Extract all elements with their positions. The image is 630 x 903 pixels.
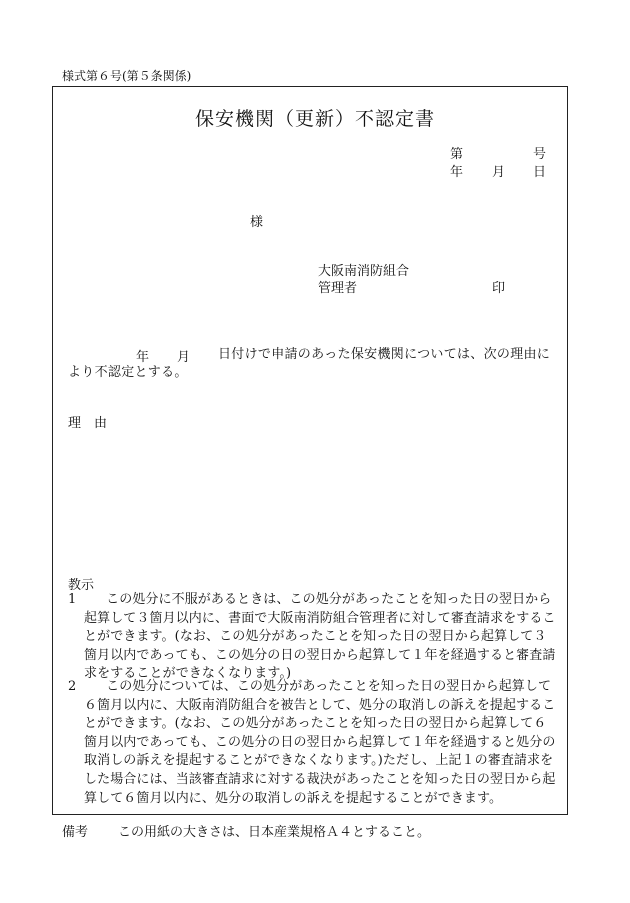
note-item-2 (68, 678, 556, 808)
addressee-suffix: 様 (250, 215, 264, 230)
note-text: この処分に不服があるときは、この処分があったことを知った日の翌日から起算して３箇月以内に、書面で大阪南消防組合管理者に対して審査請求をすることができます。(なお、この処分があったことを知った日の翌日から起算して３箇月以内であっても、この処分の日の翌日から起算して１年を経過すると審査請求をすることができなくなります。) (84, 592, 556, 682)
document-title: 保安機関（更新）不認定書 (194, 108, 435, 130)
note-item-1 (68, 591, 556, 684)
date-day: 日 (533, 165, 547, 180)
number-go: 号 (533, 147, 547, 162)
note-number: 1 (68, 592, 77, 607)
date-year: 年 (450, 165, 464, 180)
remark (62, 821, 430, 840)
body-statement: 日付けで申請のあった保安機関については、次の理由により不認定とする。 (68, 347, 551, 380)
number-dai: 第 (450, 147, 464, 162)
note-text: この処分については、この処分があったことを知った日の翌日から起算して６箇月以内に、大阪南消防組合を被告として、処分の取消しの訴えを提起することができます。(なお、この処分があったことを知った日の翌日から起算して６箇月以内であっても、この処分の日の翌日から起算して１年を経過すると処分の取消しの訴えを提起することができなくなります。)ただし、上記１の審査請求をした場合には、当該審査請求に対する裁決があったことを知った日の翌日から起算して６箇月以内に、処分の取消しの訴えを提起することができます。 (84, 679, 556, 806)
body-date-month: 月 (177, 350, 191, 365)
remark-text: この用紙の大きさは、日本産業規格Ａ４とすること。 (118, 825, 431, 840)
date-month: 月 (492, 165, 506, 180)
notes-heading: 教示 (68, 578, 95, 593)
seal-mark: 印 (492, 281, 506, 296)
form-number-label: 様式第６号(第５条関係) (62, 69, 192, 83)
issuer-organization: 大阪南消防組合 (318, 264, 410, 279)
issuer-role: 管理者 (318, 281, 358, 296)
reason-label: 理 由 (68, 416, 108, 431)
body-date-year: 年 (136, 350, 150, 365)
note-number: 2 (68, 679, 77, 694)
remark-label: 備考 (62, 825, 89, 840)
